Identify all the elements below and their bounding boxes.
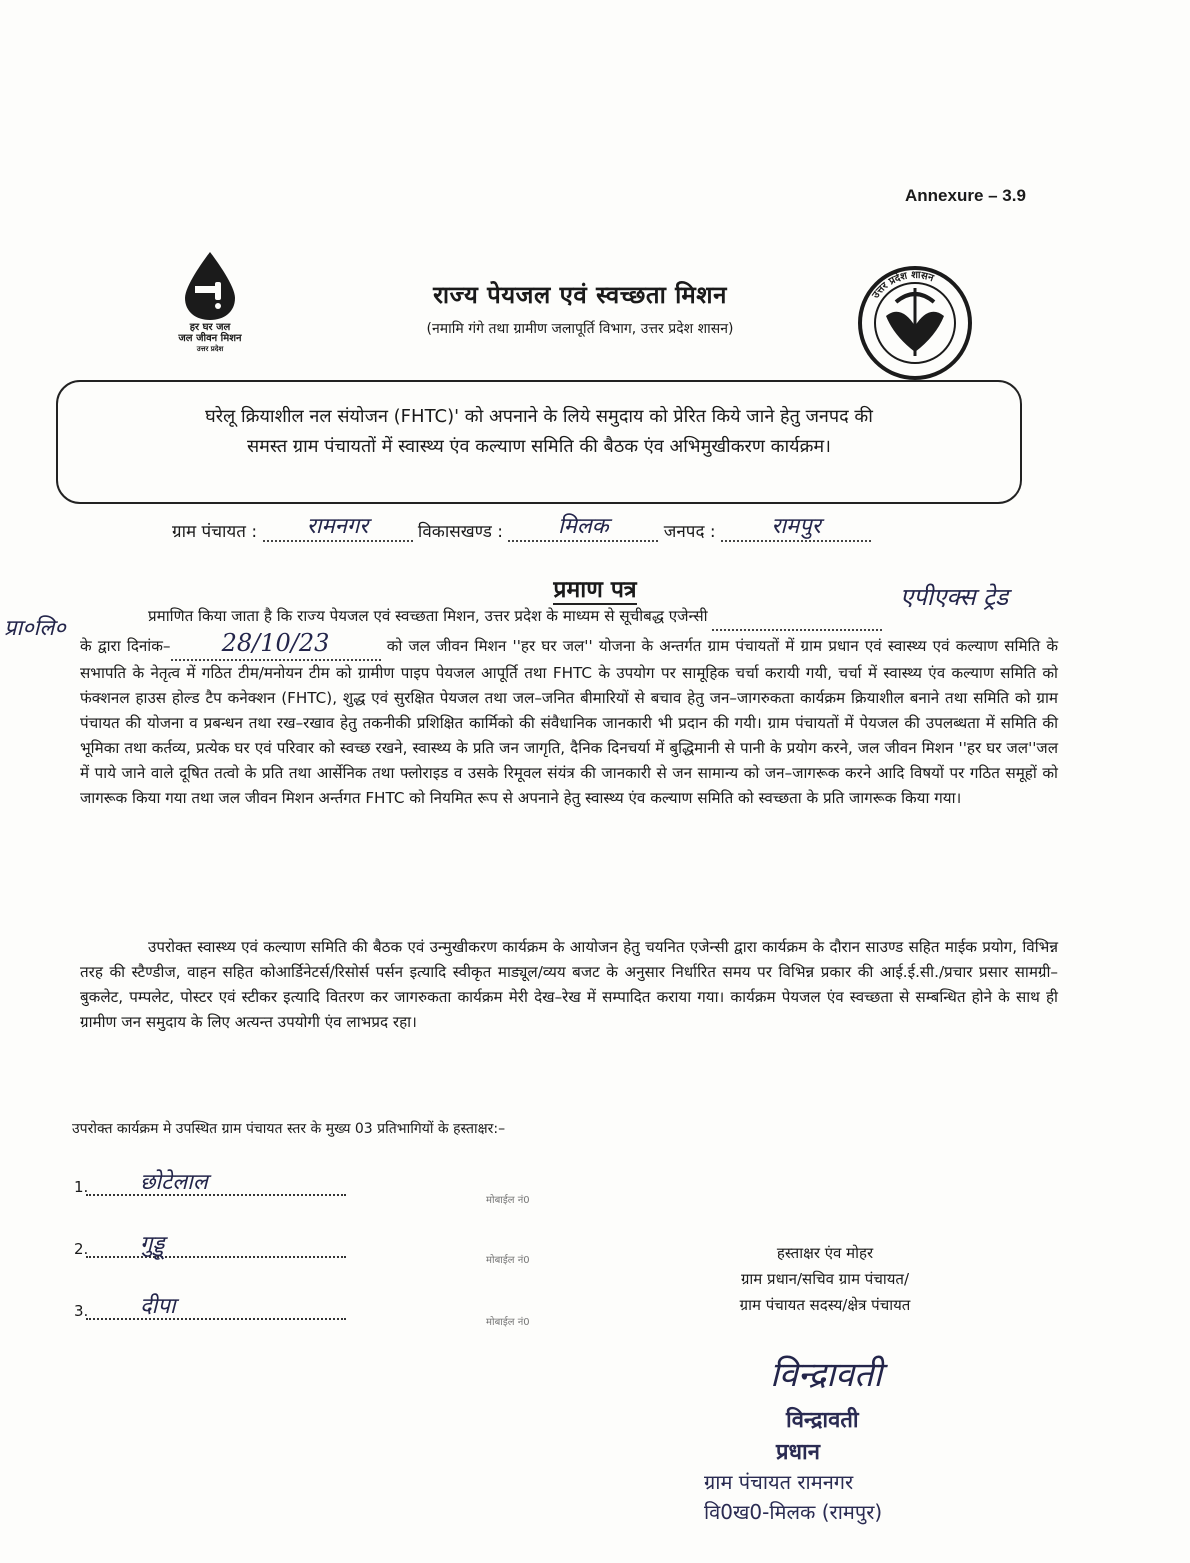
stamp-block: वि0ख0-मिलक (रामपुर): [704, 1500, 883, 1524]
logo-line3: उत्तर प्रदेश: [196, 345, 224, 353]
signatory-block: [675, 1240, 975, 1318]
location-fields: [172, 510, 1032, 542]
participant-signature-1: छोटेलाल: [140, 1170, 208, 1195]
annexure-label: Annexure – 3.9: [905, 186, 1026, 205]
title-line1: घरेलू क्रियाशील नल संयोजन (FHTC)' को अपनाने के लिये समुदाय को प्रेरित किये जाने हेतु जनपद की: [205, 406, 873, 427]
up-government-seal: [856, 264, 974, 382]
block-value: मिलक: [558, 514, 609, 539]
participants-intro: उपरोक्त कार्यक्रम मे उपस्थित ग्राम पंचायत स्तर के मुख्य 03 प्रतिभागियों के हस्ताक्षर:–: [72, 1121, 506, 1137]
agency-handwritten: एपीएक्स ट्रेड: [900, 583, 1009, 611]
certificate-heading: प्रमाण पत्र: [553, 577, 637, 603]
agency-suffix-handwritten: प्रा०लि०: [4, 616, 66, 641]
signatory-line2: ग्राम प्रधान/सचिव ग्राम पंचायत/: [740, 1270, 910, 1288]
org-title: राज्य पेयजल एवं स्वच्छता मिशन: [433, 281, 727, 309]
signatory-line3: ग्राम पंचायत सदस्य/क्षेत्र पंचायत: [739, 1296, 911, 1314]
emblem-icon: [856, 264, 974, 382]
har-ghar-jal-logo: [160, 248, 260, 355]
participant-mobile-1: मोबाईल नं0: [486, 1195, 530, 1206]
participant-row-1: 1. छोटेलाल: [74, 1176, 354, 1196]
title-box: [56, 380, 1022, 504]
participant-mobile-3: मोबाईल नं0: [486, 1317, 530, 1328]
block-label: विकासखण्ड :: [417, 522, 503, 542]
org-header: [330, 278, 830, 338]
participant-signature-3: दीपा: [140, 1294, 176, 1319]
logo-line1: हर घर जल: [189, 322, 231, 333]
participant-row-3: 3. दीपा: [74, 1300, 354, 1320]
stamp-designation: प्रधान: [776, 1440, 820, 1465]
stamp-name: विन्द्रावती: [786, 1408, 859, 1433]
participant-mobile-2: मोबाईल नं0: [486, 1255, 530, 1266]
certificate-paragraph-1: प्रमाणित किया जाता है कि राज्य पेयजल एवं स्वच्छता मिशन, उत्तर प्रदेश के माध्यम से सूचीबद्ध एजेन्सी के द्वारा दिनांक– 28/10/23 को जल जीवन मिशन ''हर घर जल'' योजना के अन्तर्गत ग्राम पंचायतों में ग्राम प्रधान एवं स्वास्थ्य एवं कल्याण समिति के सभापति के नेतृत्व में गठित टीम/मनोयन टीम को ग्रामीण पाइप पेयजल आपूर्ति तथा FHTC के उपयोग पर सामूहिक चर्चा करायी गयी, चर्चा में स्वास्थ्य एंव कल्याण समिति को फंक्शनल हाउस होल्ड टैप कनेक्शन (FHTC), शुद्ध एवं सुरक्षित पेयजल तथा जल–जनित बीमारियों से बचाव हेतु जन–जागरुकता कार्यक्रम क्रियाशील बनाने तथा समिति को ग्राम पंचायत की योजना व प्रबन्धन तथा रख–रखाव हेतु तकनीकी प्रशिक्षित कार्मिको की संवैधानिक जानकारी भी प्रदान की गयी। ग्राम पंचायतों में पेयजल की उपलब्धता में समिति की भूमिका तथा कर्तव्य, प्रत्येक घर एवं परिवार को स्वच्छ रखने, स्वास्थ्य के प्रति जन जागृति, दैनिक दिनचर्या में बुद्धिमानी से पानी के प्रयोग करने, जल जीवन मिशन ''हर घर जल''जल में पाये जाने वाले दूषित तत्वो के प्रति तथा आर्सेनिक तथा फ्लोराइड व उसके रिमूवल संयंत्र की जानकारी से जन सामान्य को जन–जागरूक करने आदि विषयों पर गठित समूहों को जागरूक किया गया तथा जल जीवन मिशन अर्न्तगत FHTC को नियमित रूप से अपनाने हेतु स्वास्थ्य एंव कल्याण समिति को स्वच्छता के प्रति जागरूक किया गया।: [80, 604, 1058, 811]
title-line2: समस्त ग्राम पंचायतों में स्वास्थ्य एंव कल्याण समिति की बैठक एंव अभिमुखीकरण कार्यक्रम।: [247, 436, 831, 457]
stamp-place: ग्राम पंचायत रामनगर: [704, 1470, 854, 1494]
program-date-handwritten: 28/10/23: [221, 629, 330, 657]
pradhan-signature: विन्द्रावती: [770, 1355, 883, 1395]
certificate-paragraph-2: उपरोक्त स्वास्थ्य एवं कल्याण समिति की बैठक एवं उन्मुखीकरण कार्यक्रम के आयोजन हेतु चयनित एजेन्सी द्वारा कार्यक्रम के दौरान साउण्ड सहित माईक प्रयोग, विभिन्न तरह की स्टैण्डीज, वाहन सहित कोआर्डिनेटर्स/रिसोर्स पर्सन इत्यादि स्वीकृत माड्यूल/व्यय बजट के अनुसार निर्धारित समय पर विभिन्न प्रकार की आई.ई.सी./प्रचार प्रसार सामग्री–बुकलेट, पम्पलेट, पोस्टर एवं स्टीकर इत्यादि वितरण कर जागरुकता कार्यक्रम मेरी देख–रेख में सम्पादित कराया गया। कार्यक्रम पेयजल एंव स्वच्छता से सम्बन्धित होने के साथ ही ग्रामीण जन समुदाय के लिए अत्यन्त उपयोगी एंव लाभप्रद रहा।: [80, 938, 1058, 1031]
participant-row-2: 2. गुड्डू: [74, 1238, 354, 1258]
seal-text: उत्तर प्रदेश शासन: [870, 269, 936, 301]
org-subtitle: (नमामि गंगे तथा ग्रामीण जलापूर्ति विभाग, उत्तर प्रदेश शासन): [426, 321, 734, 337]
district-value: रामपुर: [771, 514, 821, 539]
gram-panchayat-label: ग्राम पंचायत :: [172, 522, 258, 542]
signatory-line1: हस्ताक्षर एंव मोहर: [776, 1244, 874, 1262]
gram-panchayat-value: रामनगर: [306, 514, 369, 539]
logo-line2: जल जीवन मिशन: [178, 333, 242, 344]
participant-signature-2: गुड्डू: [140, 1232, 165, 1257]
district-label: जनपद :: [663, 522, 716, 542]
water-drop-icon: [173, 248, 247, 322]
